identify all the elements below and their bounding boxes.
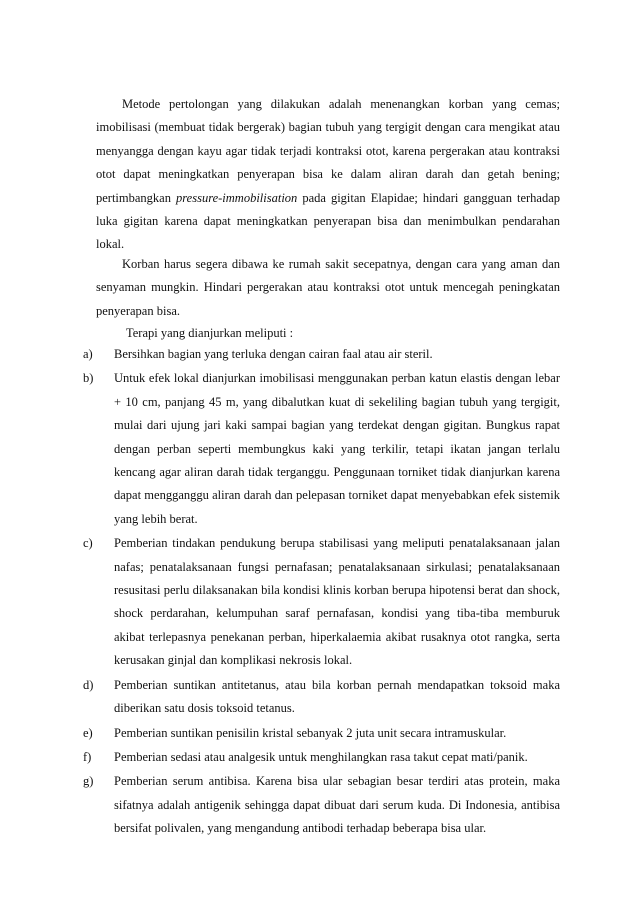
list-item	[83, 532, 560, 672]
list-item-text: Pemberian serum antibisa. Karena bisa ular sebagian besar terdiri atas protein, maka sifatnya adalah antigenik sehingga dapat dibuat dari serum kuda. Di Indonesia, antibisa bersifat polivalen, yang mengandung antibodi terhadap beberapa bisa ular.	[114, 774, 560, 836]
list-item	[83, 722, 560, 745]
list-item	[83, 367, 560, 531]
list-marker: c)	[83, 536, 93, 551]
therapy-intro: Terapi yang dianjurkan meliputi :	[126, 326, 294, 340]
list-item-text: Pemberian tindakan pendukung berupa stabilisasi yang meliputi penatalaksanaan jalan nafas; penatalaksanaan fungsi pernafasan; penatalaksanaan sirkulasi; penatalaksanaan resusitasi perlu dilaksanakan bila kondisi klinis korban berupa hipotensi berat dan shock, shock perdarahan, kelumpuhan saraf pernafasan, kondisi yang tiba-tiba memburuk akibat terlepasnya penekanan perban, hiperkalaemia akibat rusaknya otot rangka, serta kerusakan ginjal dan komplikasi nekrosis lokal.	[114, 536, 560, 668]
list-item-text: Bersihkan bagian yang terluka dengan cairan faal atau air steril.	[114, 347, 433, 361]
list-marker: f)	[83, 749, 92, 764]
paragraph-hospital-transfer: Korban harus segera dibawa ke rumah sakit secepatnya, dengan cara yang aman dan senyaman mungkin. Hindari pergerakan atau kontraksi otot untuk mencegah peningkatan penyerapan bisa.	[96, 257, 560, 318]
list-item-text: Pemberian suntikan penisilin kristal sebanyak 2 juta unit secara intramuskular.	[114, 725, 507, 740]
list-marker: a)	[83, 347, 93, 361]
list-item	[83, 343, 560, 366]
list-item-text: Pemberian sedasi atau analgesik untuk menghilangkan rasa takut cepat mati/panik.	[114, 749, 528, 764]
list-item	[83, 770, 560, 840]
paragraph-text-part: Metode pertolongan yang dilakukan adalah menenangkan korban yang cemas; imobilisasi (membuat tidak bergerak) bagian tubuh yang tergigit dengan cara mengikat atau menyangga dengan kayu agar tidak terjadi kontraksi otot, karena pergerakan atau kontraksi otot dapat meningkatkan penyerapan bisa ke dalam aliran darah dan getah bening; pertimbangkan	[96, 97, 560, 205]
list-item	[83, 746, 560, 769]
list-marker: b)	[83, 371, 94, 386]
list-marker: g)	[83, 774, 94, 789]
italic-term: pressure-immobilisation	[176, 190, 298, 205]
list-marker: d)	[83, 677, 94, 692]
paragraph-text-part: pada gigitan Elapidae; hindari gangguan terhadap luka gigitan karena dapat meningkatkan penyerapan bisa dan menimbulkan pendarahan lokal.	[96, 190, 561, 252]
list-item-text: Untuk efek lokal dianjurkan imobilisasi menggunakan perban katun elastis dengan lebar + 10 cm, panjang 45 m, yang dibalutkan kuat di sekeliling bagian tubuh yang tergigit, mulai dari ujung jari kaki sampai bagian yang terdekat dengan gigitan. Bungkus rapat dengan perban seperti membungkus kaki yang terkilir, tetapi ikatan jangan terlalu kencang agar aliran darah tidak terganggu. Penggunaan torniket tidak dianjurkan karena dapat mengganggu aliran darah dan pelepasan torniket dapat menyebabkan efek sistemik yang lebih berat.	[114, 371, 560, 526]
list-marker: e)	[83, 725, 93, 740]
list-item	[83, 674, 560, 721]
therapy-list	[83, 343, 560, 842]
list-item-text: Pemberian suntikan antitetanus, atau bila korban pernah mendapatkan toksoid maka diberikan satu dosis toksoid tetanus.	[114, 677, 560, 716]
paragraph-first-aid-method	[96, 93, 560, 257]
